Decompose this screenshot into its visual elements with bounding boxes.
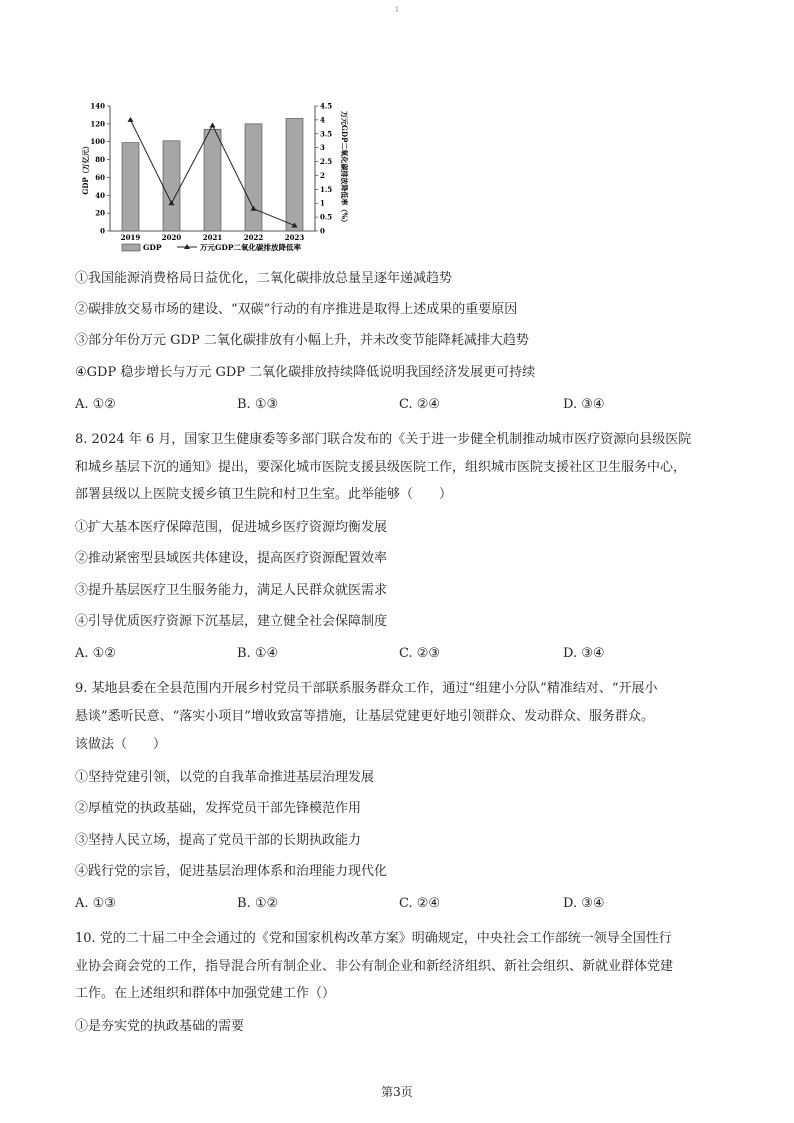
q9-choice-b: B. ①② — [237, 896, 279, 911]
q7-choice-a: A. ①② — [75, 397, 116, 412]
carbon-rate-marker — [128, 117, 134, 122]
legend-line-label: 万元GDP二氧化碳排放降低率 — [200, 243, 302, 252]
q7-choice-d: D. ③④ — [563, 397, 605, 412]
right-tick-label: 4.5 — [320, 101, 333, 111]
q8-stem-line-3: 部署县级以上医院支援乡镇卫生院和村卫生室。此举能够（ ） — [75, 487, 453, 502]
q7-option-1: ①我国能源消费格局日益优化，二氧化碳排放总量呈逐年递减趋势 — [75, 271, 453, 286]
q8-choice-b: B. ①④ — [237, 646, 279, 661]
q10-stem-line-3: 工作。在上述组织和群体中加强党建工作（） — [75, 986, 336, 1001]
left-tick-label: 80 — [95, 155, 105, 165]
left-tick-label: 20 — [95, 208, 105, 218]
q8-option-3: ③提升基层医疗卫生服务能力，满足人民群众就医需求 — [75, 583, 388, 598]
right-tick-label: 1.5 — [320, 184, 333, 194]
q8-choice-c: C. ②③ — [399, 646, 441, 661]
right-tick-label: 2 — [320, 170, 325, 180]
q10-option-1: ①是夯实党的执政基础的需要 — [75, 1019, 245, 1034]
q7-choice-b: B. ①③ — [237, 397, 279, 412]
q8-choice-d: D. ③④ — [563, 646, 605, 661]
gdp-bar — [286, 119, 303, 232]
gdp-bar — [204, 129, 221, 231]
q8-option-4: ④引导优质医疗资源下沉基层，建立健全社会保障制度 — [75, 614, 388, 629]
q10-stem-line-2: 业协会商会党的工作，指导混合所有制企业、非公有制企业和新经济组织、新社会组织、新就业群体党建 — [75, 959, 674, 974]
q9-stem-line-1: 9. 某地县委在全县范围内开展乡村党员干部联系服务群众工作，通过“组建小分队”精准结对、“开展小 — [75, 681, 658, 696]
left-tick-label: 140 — [90, 101, 105, 111]
x-tick-label: 2020 — [161, 233, 182, 242]
q7-option-4: ④GDP 稳步增长与万元 GDP 二氧化碳排放持续降低说明我国经济发展更可持续 — [75, 365, 536, 380]
q9-choice-c: C. ②④ — [399, 896, 441, 911]
gdp-carbon-chart — [80, 88, 370, 263]
q9-option-3: ③坚持人民立场，提高了党员干部的长期执政能力 — [75, 833, 362, 848]
q9-stem-line-2: 悬谈”悉听民意、“落实小项目”增收致富等措施，让基层党建更好地引领群众、发动群众、服务群众。 — [75, 709, 654, 724]
q8-option-1: ①扩大基本医疗保障范围，促进城乡医疗资源均衡发展 — [75, 520, 388, 535]
right-tick-label: 0 — [320, 226, 325, 236]
right-tick-label: 3 — [320, 143, 325, 153]
q7-choice-c: C. ②④ — [399, 397, 441, 412]
right-tick-label: 3.5 — [320, 129, 333, 139]
x-tick-label: 2022 — [243, 233, 264, 242]
legend-gdp-label: GDP — [143, 243, 162, 252]
left-tick-label: 100 — [90, 137, 105, 147]
right-tick-label: 4 — [320, 115, 325, 125]
left-axis-label: GDP（万亿元） — [81, 142, 90, 195]
q7-option-3: ③部分年份万元 GDP 二氧化碳排放有小幅上升，并未改变节能降耗减排大趋势 — [75, 333, 529, 348]
q10-stem-line-1: 10. 党的二十届二中全会通过的《党和国家机构改革方案》明确规定，中央社会工作部统一领导全国性行 — [75, 931, 672, 946]
x-tick-label: 2021 — [202, 233, 223, 242]
right-tick-label: 2.5 — [320, 157, 333, 167]
gdp-bar — [245, 124, 262, 231]
page-number: 第3页 — [381, 1085, 413, 1099]
gdp-bar — [122, 143, 139, 231]
legend-gdp-swatch — [122, 244, 140, 251]
page-mark: 1 — [394, 6, 400, 14]
left-tick-label: 60 — [95, 172, 105, 182]
right-tick-label: 0.5 — [320, 212, 333, 222]
gdp-bar — [163, 141, 180, 231]
q9-stem-line-3: 该做法（ ） — [75, 737, 167, 752]
carbon-rate-marker — [210, 122, 216, 127]
left-tick-label: 40 — [95, 190, 105, 200]
q9-option-1: ①坚持党建引领，以党的自我革命推进基层治理发展 — [75, 770, 375, 785]
x-tick-label: 2023 — [284, 233, 305, 242]
q7-option-2: ②碳排放交易市场的建设、“双碳”行动的有序推进是取得上述成果的重要原因 — [75, 302, 518, 317]
right-axis-label: 万元GDP二氧化碳排放降低率（%） — [340, 111, 349, 226]
x-tick-label: 2019 — [120, 233, 141, 242]
q9-choice-d: D. ③④ — [563, 896, 605, 911]
q9-choice-a: A. ①③ — [75, 896, 116, 911]
left-tick-label: 0 — [100, 226, 105, 236]
q9-option-4: ④践行党的宗旨，促进基层治理体系和治理能力现代化 — [75, 864, 388, 879]
right-tick-label: 1 — [320, 198, 325, 208]
q8-choice-a: A. ①② — [75, 646, 116, 661]
left-tick-label: 120 — [90, 119, 105, 129]
q8-stem-line-1: 8. 2024 年 6 月，国家卫生健康委等多部门联合发布的《关于进一步健全机制推动城市医疗资源向县级医院 — [75, 432, 692, 447]
q8-stem-line-2: 和城乡基层下沉的通知》提出，要深化城市医院支援县级医院工作，组织城市医院支援社区卫生服务中心， — [75, 460, 687, 475]
q9-option-2: ②厚植党的执政基础，发挥党员干部先锋模范作用 — [75, 801, 362, 816]
q8-option-2: ②推动紧密型县域医共体建设，提高医疗资源配置效率 — [75, 551, 388, 566]
